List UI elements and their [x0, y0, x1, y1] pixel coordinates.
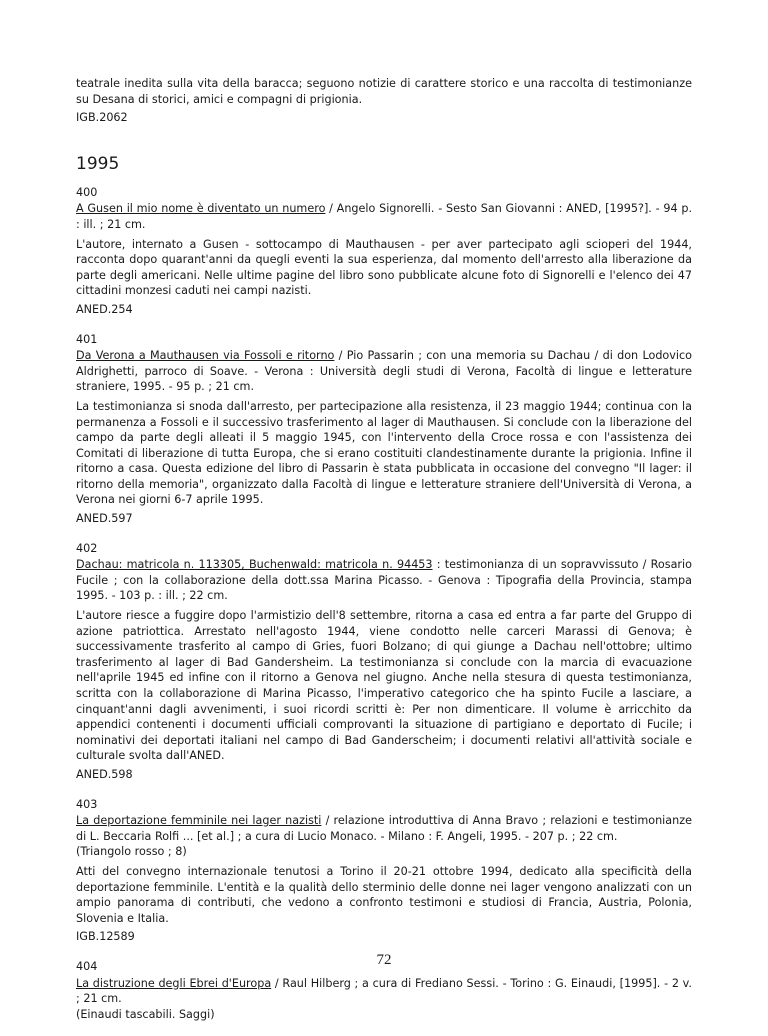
- intro-identifier: IGB.2062: [76, 111, 128, 125]
- entry-abstract: Atti del convegno internazionale tenutosi a Torino il 20-21 ottobre 1994, dedicato alla specificità della deportazione femminile. L'entità e la qualità dello sterminio delle donne nei lager vengono analizzati con un ampio panorama di contributi, che vedono a confronto testimoni e studiosi di Francia, Austria, Polonia, Slovenia e Italia.: [76, 864, 692, 925]
- entry-number: 404: [76, 959, 98, 973]
- entry-biblio: / Raul Hilberg ; a cura di Frediano Sessi. - Torino : G. Einaudi, [1995]. - 2 v. ; 21 cm.: [76, 976, 692, 1006]
- bibliography-entry: [76, 541, 692, 783]
- entry-title: Da Verona a Mauthausen via Fossoli e ritorno: [76, 349, 335, 363]
- entry-biblio: / Pio Passarin ; con una memoria su Dachau / di don Lodovico Aldrighetti, parroco di Soave. - Verona : Università degli studi di Verona, Facoltà di lingue e letterature straniere, 1995. - 95 p. ; 21 cm.: [76, 349, 692, 394]
- intro-text: teatrale inedita sulla vita della baracca; seguono notizie di carattere storico e una raccolta di testimonianze su Desana di storici, amici e compagni di prigionia.: [76, 77, 692, 106]
- entry-citation: [76, 201, 692, 232]
- entry-number: 402: [76, 541, 98, 555]
- entry-citation: [76, 813, 692, 844]
- bibliography-entry: [76, 797, 692, 945]
- entry-citation: [76, 976, 692, 1007]
- entry-number: 403: [76, 797, 98, 811]
- entry-title: Dachau: matricola n. 113305, Buchenwald: matricola n. 94453: [76, 558, 433, 572]
- page-number: 72: [376, 952, 392, 968]
- entry-citation: [76, 348, 692, 395]
- entry-biblio: / relazione introduttiva di Anna Bravo ; relazioni e testimonianze di L. Beccaria Rolfi ... [et al.] ; a cura di Lucio Monaco. - Milano : F. Angeli, 1995. - 207 p. ; 22 cm.: [76, 814, 692, 843]
- entry-biblio: / Angelo Signorelli. - Sesto San Giovanni : ANED, [1995?]. - 94 p. : ill. ; 21 cm.: [76, 202, 693, 231]
- entry-number: 400: [76, 185, 98, 199]
- entry-biblio: : testimonianza di un sopravvissuto / Rosario Fucile ; con la collaborazione della dott.ssa Marina Picasso. - Genova : Tipografia della Provincia, stampa 1995. - 103 p. : ill. ; 22 cm.: [76, 558, 692, 603]
- entry-list: [76, 185, 692, 1023]
- entry-title: La distruzione degli Ebrei d'Europa: [76, 976, 272, 990]
- entry-identifier: ANED.597: [76, 512, 133, 526]
- entry-identifier: ANED.254: [76, 302, 133, 316]
- bibliography-entry: [76, 332, 692, 527]
- entry-identifier: ANED.598: [76, 767, 133, 781]
- entry-series: (Einaudi tascabili. Saggi): [76, 1007, 215, 1021]
- entry-series: (Triangolo rosso ; 8): [76, 845, 187, 859]
- document-page: [76, 76, 692, 1036]
- entry-abstract: L'autore riesce a fuggire dopo l'armistizio dell'8 settembre, ritorna a casa ed entra a far parte del Gruppo di azione patriottica. Arrestato nell'agosto 1944, viene condotto nelle carceri Marassi di Genova; è successivamente trasferito al campo di Gries, fuori Bolzano; di qui giunge a Dachau nell'ottobre; ultimo trasferimento al lager di Bad Gandersheim. La testimonianza si conclude con la marcia di evacuazione nell'aprile 1945 ed infine con il ritorno a Genova nel giugno. Anche nella stesura di questa testimonianza, scritta con la collaborazione di Marina Picasso, l'imperativo categorico che ha spinto Fucile a lasciare, a cinquant'anni dagli avvenimenti, i suoi ricordi scritti è: Per non dimenticare. Il volume è arricchito da appendici contenenti i documenti ufficiali comprovanti la situazione di partigiano e deportato di Fucile; i nominativi dei deportati italiani nel campo di Bad Ganderscheim; i documenti relativi all'attività sociale e culturale svolta dall'ANED.: [76, 609, 692, 763]
- entry-abstract: L'autore, internato a Gusen - sottocampo di Mauthausen - per aver partecipato agli scioperi del 1944, racconta dopo quarant'anni da quegli eventi la sua esperienza, dal momento dell'arresto alla liberazione da parte degli americani. Nelle ultime pagine del libro sono pubblicate alcune foto di Signorelli e l'elenco dei 47 cittadini monzesi caduti nei campi nazisti.: [76, 237, 692, 298]
- entry-identifier: IGB.12589: [76, 930, 135, 944]
- intro-block: [76, 76, 692, 126]
- entry-number: 401: [76, 332, 98, 346]
- entry-title: A Gusen il mio nome è diventato un numero: [76, 202, 326, 216]
- entry-citation: [76, 557, 692, 604]
- bibliography-entry: [76, 185, 692, 318]
- year-heading: 1995: [76, 153, 120, 174]
- entry-title: La deportazione femminile nei lager nazisti: [76, 814, 322, 828]
- entry-abstract: La testimonianza si snoda dall'arresto, per partecipazione alla resistenza, il 23 maggio 1944; continua con la permanenza a Fossoli e il successivo trasferimento al lager di Mauthausen. Si conclude con la liberazione del campo da parte degli alleati il 5 maggio 1945, con l'intervento della Croce rossa e con l'assistenza dei Comitati di liberazione di tutta Europa, che si erano costituiti clandestinamente durante la prigionia. Infine il ritorno a casa. Questa edizione del libro di Passarin è stata pubblicata in occasione del convegno "Il lager: il ritorno della memoria", organizzato dalla Facoltà di lingue e letterature straniere dell'Università di Verona, a Verona nei giorni 6-7 aprile 1995.: [76, 399, 692, 507]
